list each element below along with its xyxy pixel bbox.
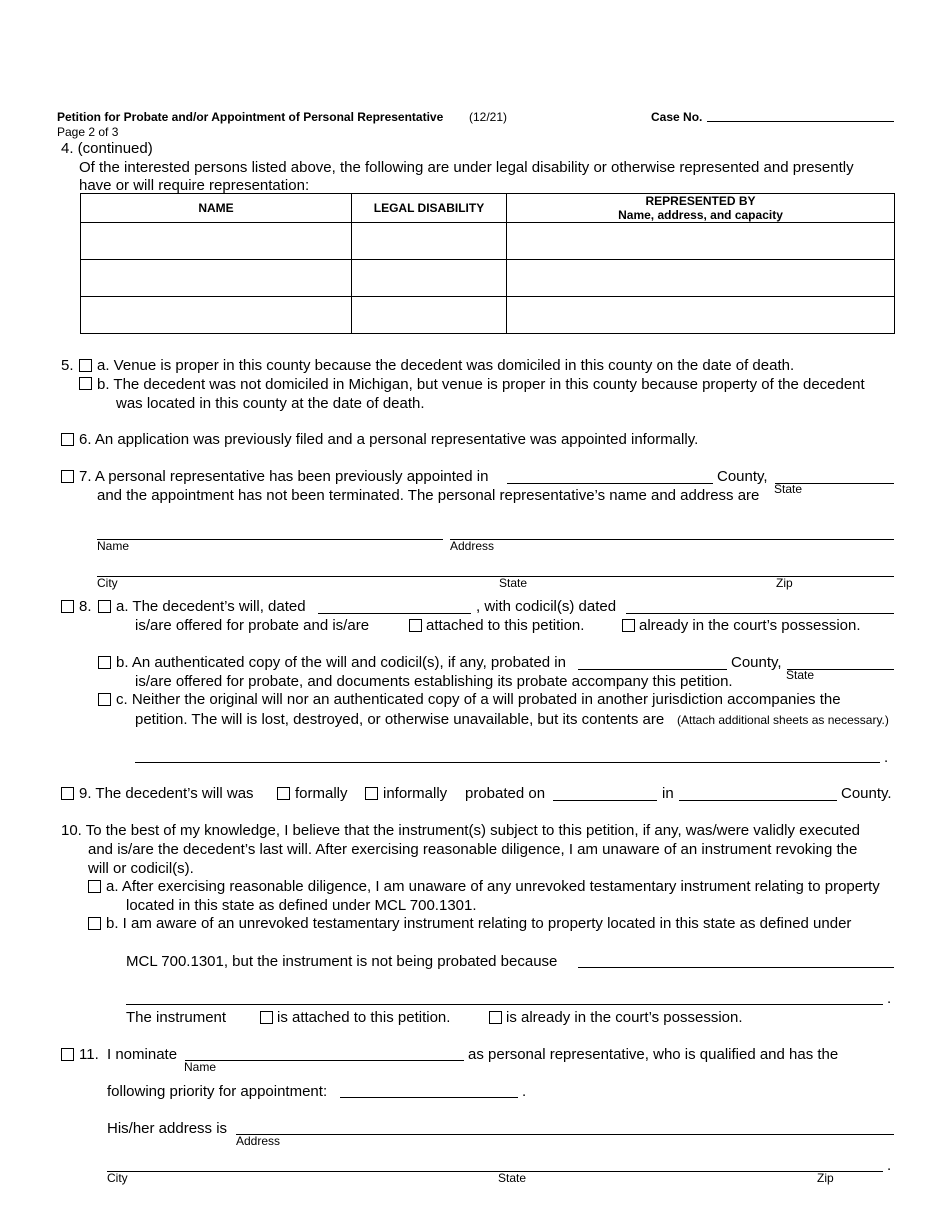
col-header-represented [507, 194, 895, 223]
page-number: Page 2 of 3 [57, 125, 119, 139]
item7-name-label: Name [97, 539, 130, 553]
item10-text-line1: 10. To the best of my knowledge, I believe that the instrument(s) subject to this petition, if any, was/were validly executed [61, 822, 861, 839]
item11-number: 11. [79, 1046, 99, 1063]
item10-possession-label: is already in the court’s possession. [506, 1009, 743, 1026]
col-header-name: NAME [81, 194, 352, 223]
item4-number: 4. (continued) [61, 140, 153, 157]
item9-formally-label: formally [295, 785, 348, 802]
item8a-attached-checkbox[interactable] [409, 619, 422, 632]
item5b-checkbox[interactable] [79, 377, 92, 390]
item9-in-label: in [662, 785, 674, 802]
item9-formally-checkbox[interactable] [277, 787, 290, 800]
item5a-checkbox[interactable] [79, 359, 92, 372]
form-revision: (12/21) [469, 110, 508, 124]
item10b-reason-field-2[interactable] [126, 1004, 883, 1005]
item9-checkbox[interactable] [61, 787, 74, 800]
item10-attached-checkbox[interactable] [260, 1011, 273, 1024]
item9-county-field[interactable] [679, 800, 837, 801]
item6-checkbox[interactable] [61, 433, 74, 446]
item8b-text-line2: is/are offered for probate, and documents establishing its probate accompany this petition. [135, 673, 733, 690]
item8b-checkbox[interactable] [98, 656, 111, 669]
item8a-codicil-label: , with codicil(s) dated [476, 598, 617, 615]
item7-state-label: State [774, 482, 803, 496]
item5a-text: a. Venue is proper in this county because the decedent was domiciled in this county on the date of death. [97, 357, 795, 374]
item8b-text-line1: b. An authenticated copy of the will and codicil(s), if any, probated in [116, 654, 566, 671]
item7-county-label: County, [717, 468, 768, 485]
table-row [81, 223, 895, 260]
item11-address-field[interactable] [236, 1134, 894, 1135]
cell-name[interactable] [81, 297, 352, 334]
item6-text: 6. An application was previously filed and a personal representative was appointed informally. [79, 431, 699, 448]
item11-nominate-label: I nominate [107, 1046, 178, 1063]
item11-priority-label: following priority for appointment: [107, 1083, 328, 1100]
item11-priority-period: . [522, 1083, 527, 1100]
item8a-checkbox[interactable] [98, 600, 111, 613]
cell-name[interactable] [81, 223, 352, 260]
item5-number: 5. [61, 357, 74, 374]
item10-possession-checkbox[interactable] [489, 1011, 502, 1024]
item10-instrument-label: The instrument [126, 1009, 227, 1026]
item7-state-label2: State [499, 576, 528, 590]
item8b-state-label: State [786, 668, 815, 682]
item5b-text-line1: b. The decedent was not domiciled in Michigan, but venue is proper in this county because property of the decedent [97, 376, 865, 393]
item7-city-state-zip-field[interactable] [97, 576, 894, 577]
item7-zip-label: Zip [776, 576, 793, 590]
item7-text-line1: 7. A personal representative has been previously appointed in [79, 468, 489, 485]
item10b-text-line2: MCL 700.1301, but the instrument is not being probated because [126, 953, 558, 970]
item10-attached-label: is attached to this petition. [277, 1009, 451, 1026]
item4-text-line1: Of the interested persons listed above, the following are under legal disability or otherwise represented and presently [79, 159, 854, 176]
item10a-text-line2: located in this state as defined under MCL 700.1301. [126, 897, 477, 914]
item7-text-line2: and the appointment has not been terminated. The personal representative’s name and address are [97, 487, 760, 504]
item8c-text-line1: c. Neither the original will nor an authenticated copy of a will probated in another jurisdiction accompanies the [116, 691, 841, 708]
cell-represented[interactable] [507, 260, 895, 297]
item8c-checkbox[interactable] [98, 693, 111, 706]
item11-zip-label: Zip [817, 1171, 834, 1185]
item7-name-field[interactable] [97, 539, 443, 540]
item11-end-period: . [887, 1157, 892, 1174]
item8a-codicil-date-field[interactable] [626, 613, 894, 614]
item8b-county-label: County, [731, 654, 782, 671]
item7-address-field[interactable] [450, 539, 894, 540]
cell-represented[interactable] [507, 223, 895, 260]
item8c-text-line2: petition. The will is lost, destroyed, or otherwise unavailable, but its contents are [135, 711, 665, 728]
item8a-possession-checkbox[interactable] [622, 619, 635, 632]
item8a-text-line1: a. The decedent’s will, dated [116, 598, 306, 615]
cell-disability[interactable] [352, 297, 507, 334]
col-header-disability: LEGAL DISABILITY [352, 194, 507, 223]
item9-text: 9. The decedent’s will was [79, 785, 254, 802]
item11-rest-text: as personal representative, who is qualified and has the [468, 1046, 839, 1063]
cell-disability[interactable] [352, 260, 507, 297]
item8a-date-field[interactable] [318, 613, 471, 614]
col-header-represented-line1: REPRESENTED BY [645, 194, 756, 208]
item8c-period: . [884, 749, 889, 766]
item5b-text-line2: was located in this county at the date of death. [116, 395, 425, 412]
cell-name[interactable] [81, 260, 352, 297]
item11-state-label: State [498, 1171, 527, 1185]
item7-city-label: City [97, 576, 118, 590]
item7-county-field[interactable] [507, 483, 713, 484]
item11-priority-field[interactable] [340, 1097, 518, 1098]
item11-address-label: Address [236, 1134, 281, 1148]
item9-probated-on-label: probated on [465, 785, 546, 802]
item9-date-field[interactable] [553, 800, 657, 801]
case-no-label: Case No. [651, 110, 703, 124]
item8c-contents-field[interactable] [135, 762, 880, 763]
item10-text-line3: will or codicil(s). [88, 860, 194, 877]
item10b-text-line1: b. I am aware of an unrevoked testamentary instrument relating to property located in this state as defined under [106, 915, 852, 932]
item11-checkbox[interactable] [61, 1048, 74, 1061]
item11-name-field[interactable] [185, 1060, 464, 1061]
table-row [81, 260, 895, 297]
item10a-text-line1: a. After exercising reasonable diligence, I am unaware of any unrevoked testamentary instrument relating to property [106, 878, 880, 895]
item9-county-label: County. [841, 785, 892, 802]
cell-disability[interactable] [352, 223, 507, 260]
item8a-attached-label: attached to this petition. [426, 617, 585, 634]
item8b-county-field[interactable] [578, 669, 727, 670]
item8a-text-line2: is/are offered for probate and is/are [135, 617, 370, 634]
case-no-field[interactable] [707, 121, 894, 122]
item11-name-label: Name [184, 1060, 217, 1074]
table-row [81, 297, 895, 334]
item11-address-is-label: His/her address is [107, 1120, 228, 1137]
item9-informally-label: informally [383, 785, 448, 802]
item7-checkbox[interactable] [61, 470, 74, 483]
item10-text-line2: and is/are the decedent’s last will. After exercising reasonable diligence, I am unaware of an instrument revoking the [88, 841, 858, 858]
cell-represented[interactable] [507, 297, 895, 334]
item10a-checkbox[interactable] [88, 880, 101, 893]
item8-number: 8. [79, 598, 92, 615]
col-header-represented-line2: Name, address, and capacity [618, 208, 783, 222]
item8-checkbox[interactable] [61, 600, 74, 613]
item8a-possession-label: already in the court’s possession. [639, 617, 861, 634]
item10b-checkbox[interactable] [88, 917, 101, 930]
item7-address-label: Address [450, 539, 495, 553]
representation-table [80, 193, 895, 334]
item10b-period: . [887, 990, 892, 1007]
form-title: Petition for Probate and/or Appointment of Personal Representative [57, 110, 444, 124]
item11-city-state-zip-field[interactable] [107, 1171, 883, 1172]
item9-informally-checkbox[interactable] [365, 787, 378, 800]
item11-city-label: City [107, 1171, 128, 1185]
item8c-note: (Attach additional sheets as necessary.) [677, 713, 889, 727]
item4-text-line2: have or will require representation: [79, 177, 310, 194]
item10b-reason-field[interactable] [578, 967, 894, 968]
